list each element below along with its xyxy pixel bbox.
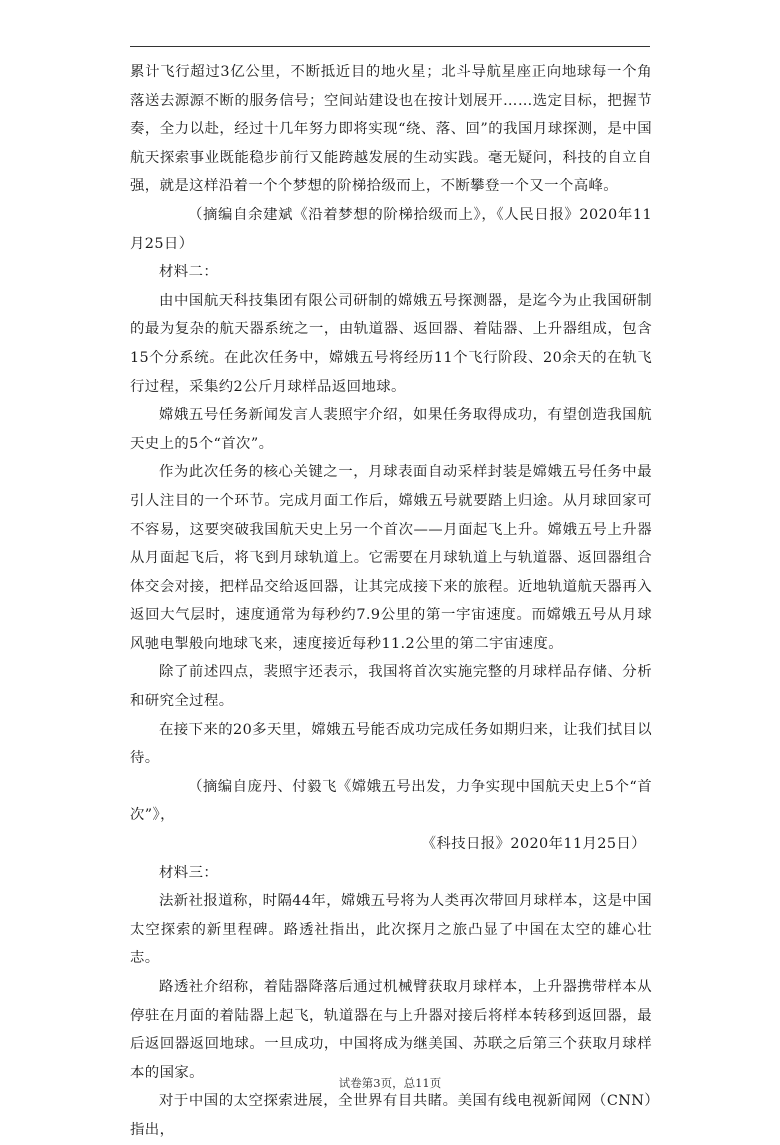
source-citation-2-line1: （摘编自庞丹、付毅飞《嫦娥五号出发，力争实现中国航天史上5个“首次”》， [130, 778, 652, 824]
paragraph-cnn: 对于中国的太空探索进展，全世界有目共睹。美国有线电视新闻网（CNN）指出， [130, 1093, 652, 1138]
paragraph-sample-storage: 除了前述四点，裴照宇还表示，我国将首次实施完整的月球样品存储、分析和研究全过程。 [130, 664, 652, 710]
page-footer: 试卷第3页，总11页 [338, 1076, 442, 1090]
paragraph-spokesman: 嫦娥五号任务新闻发言人裴照宇介绍，如果任务取得成功，有望创造我国航天史上的5个“首次”。 [130, 407, 652, 452]
paragraph-outlook: 在接下来的20多天里，嫦娥五号能否成功完成任务如期归来，让我们拭目以待。 [130, 721, 652, 767]
section-heading-material2: 材料二： [159, 264, 219, 281]
paragraph-afp: 法新社报道称，时隔44年，嫦娥五号将为人类再次带回月球样本，这是中国太空探索的新里程碑。路透社指出，此次探月之旅凸显了中国在太空的雄心壮志。 [130, 893, 652, 967]
paragraph-reuters: 路透社介绍称，着陆器降落后通过机械臂获取月球样本，上升器携带样本从停驻在月面的着陆器上起飞，轨道器在与上升器对接后将样本转移到返回器，最后返回器返回地球。一旦成功，中国将成为继美国、苏联之后第三个获取月球样本的国家。 [130, 979, 652, 1081]
header-rule [130, 46, 650, 47]
source-citation-2-line2: 《科技日报》2020年11月25日） [421, 836, 646, 853]
document-body [130, 58, 652, 1145]
paragraph-probe-intro: 由中国航天科技集团有限公司研制的嫦娥五号探测器，是迄今为止我国研制的最为复杂的航天器系统之一，由轨道器、返回器、着陆器、上升器组成，包含15个分系统。在此次任务中，嫦娥五号将经历11个飞行阶段、20余天的在轨飞行过程，采集约2公斤月球样品返回地球。 [130, 292, 652, 395]
paragraph-material1-end: 累计飞行超过3亿公里，不断抵近目的地火星；北斗导航星座正向地球每一个角落送去源源不断的服务信号；空间站建设也在按计划展开……选定目标，把握节奏，全力以赴，经过十几年努力即将实现“绕、落、回”的我国月球探测，是中国航天探索事业既能稳步前行又能跨越发展的生动实践。毫无疑问，科技的自立自强，就是这样沿着一个个梦想的阶梯拾级而上，不断攀登一个又一个高峰。 [130, 64, 652, 195]
source-citation-1: （摘编自余建斌《沿着梦想的阶梯拾级而上》，《人民日报》2020年11月25日） [130, 206, 652, 252]
section-heading-material3: 材料三： [159, 864, 219, 881]
paragraph-sampling: 作为此次任务的核心关键之一，月球表面自动采样封装是嫦娥五号任务中最引人注目的一个环节。完成月面工作后，嫦娥五号就要踏上归途。从月球回家可不容易，这要突破我国航天史上另一个首次——月面起飞上升。嫦娥五号上升器从月面起飞后，将飞到月球轨道上。它需要在月球轨道上与轨道器、返回器组合体交会对接，把样品交给返回器，让其完成接下来的旅程。近地轨道航天器再入返回大气层时，速度通常为每秒约7.9公里的第一宇宙速度。而嫦娥五号从月球风驰电掣般向地球飞来，速度接近每秒11.2公里的第二宇宙速度。 [130, 464, 652, 652]
